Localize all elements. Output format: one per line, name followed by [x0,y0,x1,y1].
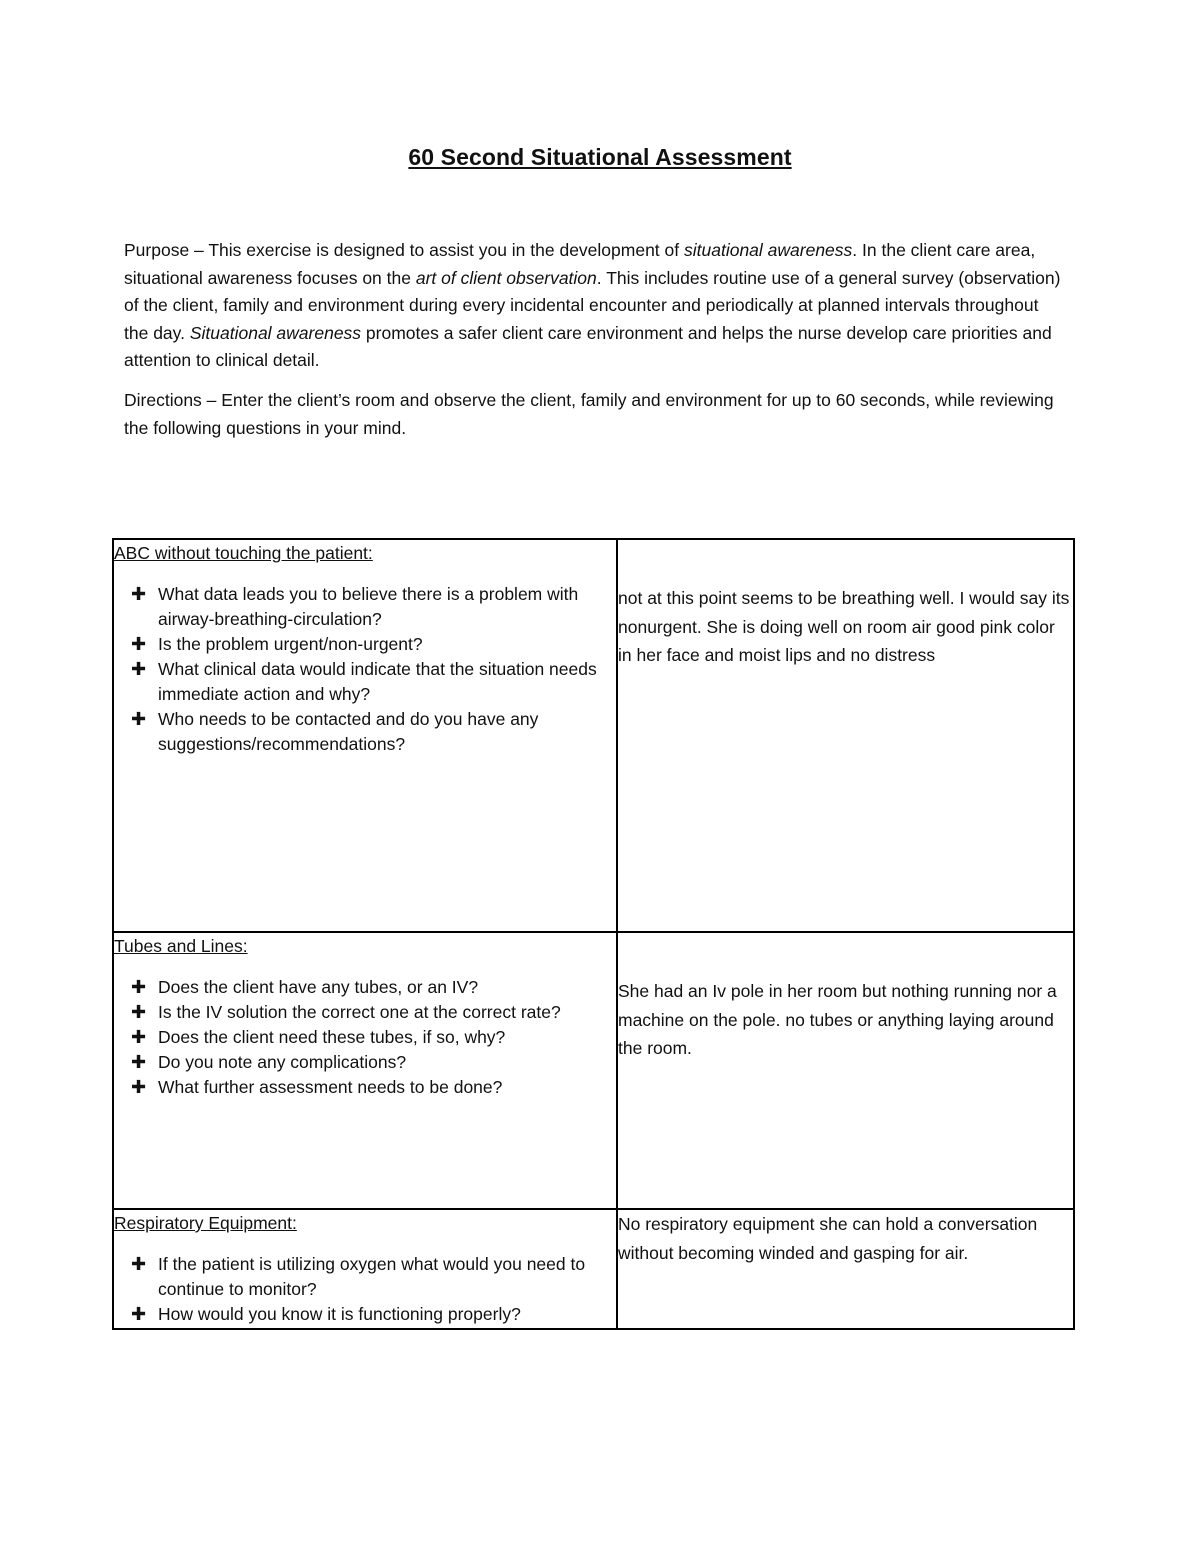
question-list [114,1252,616,1327]
answer-text: No respiratory equipment she can hold a conversation without becoming winded and gasping for air. [618,1214,1038,1263]
plus-icon: ✚ [131,1304,147,1324]
answer-text: not at this point seems to be breathing well. I would say its nonurgent. She is doing well on room air good pink color in her face and moist lips and no distress [618,588,1070,665]
table-row [113,1209,1074,1329]
answer-cell [617,539,1074,932]
purpose-paragraph [124,237,1064,375]
list-item: ✚ Is the IV solution the correct one at the correct rate? [131,1002,561,1022]
list-item: ✚ Do you note any complications? [131,1052,407,1072]
question-cell [113,539,617,932]
answer-text: She had an Iv pole in her room but nothing running nor a machine on the pole. no tubes or anything laying around the room. [618,981,1057,1058]
plus-icon: ✚ [131,1077,147,1097]
table-row [113,932,1074,1209]
plus-icon: ✚ [131,659,147,679]
plus-icon: ✚ [131,1002,147,1022]
list-item: ✚ What clinical data would indicate that the situation needs immediate action and why? [131,659,597,704]
question-cell [113,932,617,1209]
purpose-emphasis-1: situational awareness [684,240,853,260]
list-item: ✚ Who needs to be contacted and do you have any suggestions/recommendations? [131,709,539,754]
assessment-table [112,538,1075,1330]
list-item: ✚ What further assessment needs to be done? [131,1077,503,1097]
section-heading: Respiratory Equipment: [114,1213,297,1233]
list-item: ✚ Is the problem urgent/non-urgent? [131,634,423,654]
purpose-lead: Purpose – This exercise is designed to assist you in the development of [124,240,684,260]
list-item: ✚ How would you know it is functioning properly? [131,1304,521,1324]
directions-paragraph: Directions – Enter the client’s room and observe the client, family and environment for up to 60 seconds, while reviewing the following questions in your mind. [124,390,1054,438]
plus-icon: ✚ [131,584,147,604]
plus-icon: ✚ [131,1027,147,1047]
purpose-mid-1: . In the client care area, situational awareness focuses on the [124,240,1036,288]
plus-icon: ✚ [131,1052,147,1072]
list-item: ✚ Does the client need these tubes, if so, why? [131,1027,506,1047]
plus-icon: ✚ [131,977,147,997]
purpose-mid-2: . This includes routine use of a general survey (observation) of the client, family and environment during every incidental encounter and periodically at planned intervals throughout the day. [124,267,1061,343]
table-row [113,539,1074,932]
list-item: ✚ Does the client have any tubes, or an IV? [131,977,479,997]
section-heading: ABC without touching the patient: [114,543,373,563]
section-heading: Tubes and Lines: [114,936,248,956]
plus-icon: ✚ [131,1254,147,1274]
page-title: 60 Second Situational Assessment [408,144,792,170]
question-cell [113,1209,617,1329]
question-list [114,582,616,757]
list-item: ✚ What data leads you to believe there is a problem with airway-breathing-circulation? [131,584,579,629]
list-item: ✚ If the patient is utilizing oxygen what would you need to continue to monitor? [131,1254,586,1299]
answer-cell [617,932,1074,1209]
purpose-emphasis-3: Situational awareness [189,322,362,343]
answer-cell [617,1209,1074,1329]
plus-icon: ✚ [131,709,147,729]
purpose-tail: promotes a safer client care environment and helps the nurse develop care priorities and attention to clinical detail. [124,322,1052,370]
purpose-emphasis-2: art of client observation [415,267,597,288]
plus-icon: ✚ [131,634,147,654]
question-list [114,975,616,1100]
